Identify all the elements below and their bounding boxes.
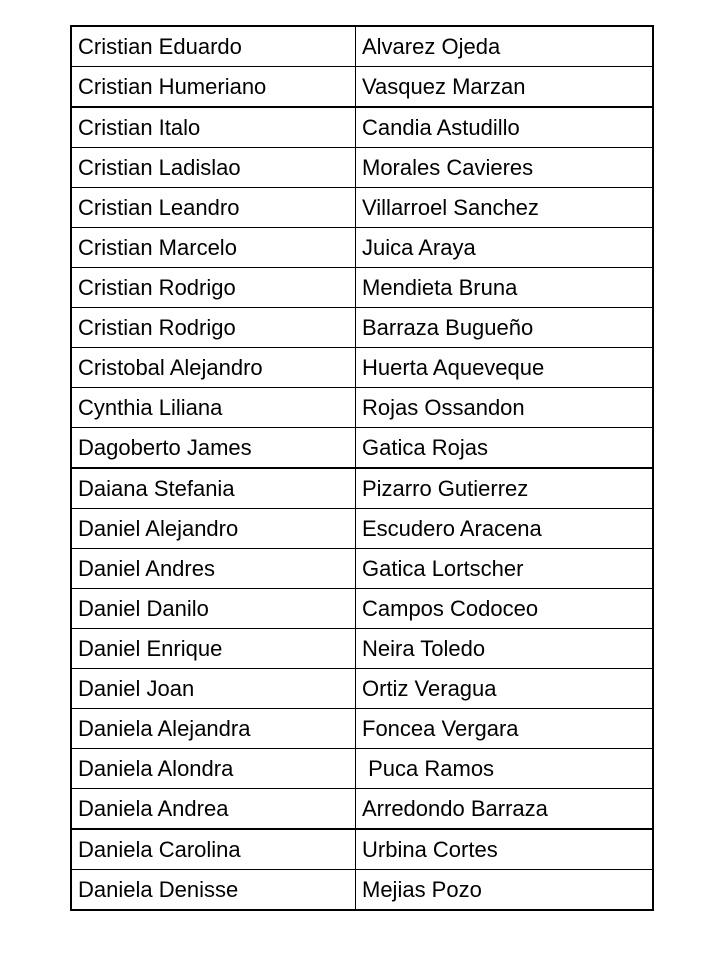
last-name-cell: Villarroel Sanchez: [356, 188, 654, 228]
last-name-cell: Vasquez Marzan: [356, 67, 654, 108]
first-name-cell: Daniel Danilo: [71, 589, 356, 629]
first-name-cell: Cristian Eduardo: [71, 26, 356, 67]
table-row: [71, 549, 653, 589]
first-name-cell: Cristian Rodrigo: [71, 268, 356, 308]
first-name-cell: Cristian Rodrigo: [71, 308, 356, 348]
first-name-cell: Daniela Denisse: [71, 870, 356, 911]
first-name-cell: Cynthia Liliana: [71, 388, 356, 428]
table-row: [71, 829, 653, 870]
table-row: [71, 308, 653, 348]
last-name-cell: Puca Ramos: [356, 749, 654, 789]
last-name-cell: Urbina Cortes: [356, 829, 654, 870]
first-name-cell: Daiana Stefania: [71, 468, 356, 509]
table-row: [71, 188, 653, 228]
table-row: [71, 428, 653, 469]
last-name-cell: Escudero Aracena: [356, 509, 654, 549]
first-name-cell: Daniela Alondra: [71, 749, 356, 789]
first-name-cell: Daniela Alejandra: [71, 709, 356, 749]
first-name-cell: Daniela Carolina: [71, 829, 356, 870]
last-name-cell: Mejias Pozo: [356, 870, 654, 911]
last-name-cell: Rojas Ossandon: [356, 388, 654, 428]
table-row: [71, 749, 653, 789]
table-row: [71, 228, 653, 268]
last-name-cell: Barraza Bugueño: [356, 308, 654, 348]
last-name-cell: Alvarez Ojeda: [356, 26, 654, 67]
names-table-body: [71, 26, 653, 910]
table-row: [71, 589, 653, 629]
first-name-cell: Cristian Ladislao: [71, 148, 356, 188]
last-name-cell: Candia Astudillo: [356, 107, 654, 148]
last-name-cell: Arredondo Barraza: [356, 789, 654, 830]
last-name-cell: Juica Araya: [356, 228, 654, 268]
last-name-cell: Morales Cavieres: [356, 148, 654, 188]
last-name-cell: Neira Toledo: [356, 629, 654, 669]
first-name-cell: Cristian Humeriano: [71, 67, 356, 108]
first-name-cell: Cristobal Alejandro: [71, 348, 356, 388]
last-name-cell: Campos Codoceo: [356, 589, 654, 629]
first-name-cell: Daniel Joan: [71, 669, 356, 709]
first-name-cell: Daniela Andrea: [71, 789, 356, 830]
last-name-cell: Pizarro Gutierrez: [356, 468, 654, 509]
table-row: [71, 709, 653, 749]
first-name-cell: Cristian Leandro: [71, 188, 356, 228]
table-row: [71, 268, 653, 308]
last-name-cell: Ortiz Veragua: [356, 669, 654, 709]
table-row: [71, 148, 653, 188]
names-table: [70, 25, 654, 911]
first-name-cell: Dagoberto James: [71, 428, 356, 469]
table-row: [71, 348, 653, 388]
last-name-cell: Gatica Lortscher: [356, 549, 654, 589]
table-row: [71, 468, 653, 509]
last-name-cell: Huerta Aqueveque: [356, 348, 654, 388]
table-row: [71, 107, 653, 148]
table-row: [71, 669, 653, 709]
first-name-cell: Daniel Andres: [71, 549, 356, 589]
table-row: [71, 67, 653, 108]
table-row: [71, 870, 653, 911]
last-name-cell: Foncea Vergara: [356, 709, 654, 749]
first-name-cell: Cristian Italo: [71, 107, 356, 148]
table-row: [71, 388, 653, 428]
first-name-cell: Cristian Marcelo: [71, 228, 356, 268]
table-row: [71, 509, 653, 549]
table-row: [71, 26, 653, 67]
first-name-cell: Daniel Alejandro: [71, 509, 356, 549]
table-row: [71, 629, 653, 669]
last-name-cell: Mendieta Bruna: [356, 268, 654, 308]
first-name-cell: Daniel Enrique: [71, 629, 356, 669]
last-name-cell: Gatica Rojas: [356, 428, 654, 469]
table-row: [71, 789, 653, 830]
